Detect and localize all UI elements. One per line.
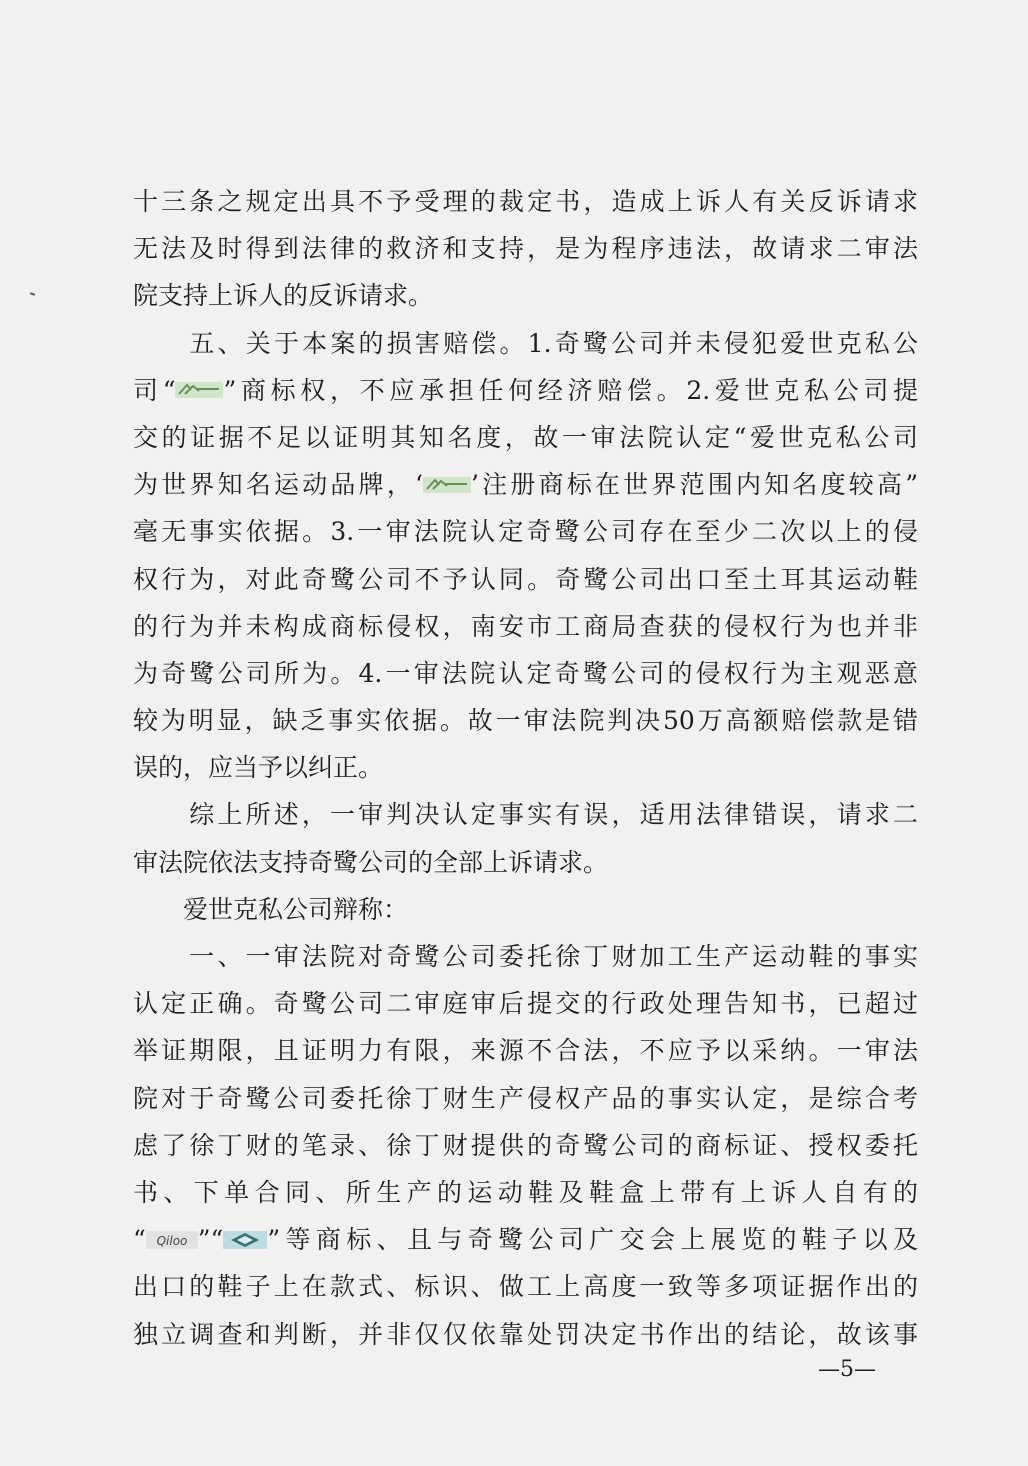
- text-line: 独立调查和判断，并非仅仅依靠处罚决定书作出的结论，故该事: [133, 1319, 918, 1349]
- text-line: 权行为，对此奇鹭公司不予认同。奇鹭公司出口至土耳其运动鞋: [133, 564, 918, 594]
- text-line: 审法院依法支持奇鹭公司的全部上诉请求。: [133, 847, 609, 877]
- text-line: 书、下单合同、所生产的运动鞋及鞋盒上带有上诉人自有的: [133, 1177, 918, 1207]
- text-line: 误的，应当予以纠正。: [133, 753, 384, 783]
- text-fragment: “: [133, 1225, 146, 1255]
- text-line: 虑了徐丁财的笔录、徐丁财提供的奇鹭公司的商标证、授权委托: [133, 1130, 918, 1160]
- text-line: 综上所述，一审判决认定事实有误，适用法律错误，请求二: [133, 800, 918, 830]
- text-fragment: ”等商标、且与奇鹭公司广交会上展览的鞋子以及: [267, 1225, 918, 1255]
- text-line: 院支持上诉人的反诉请求。: [133, 281, 434, 311]
- text-fragment: ”商标权，不应承担任何经济赔偿。2.爱世克私公司提: [223, 375, 919, 405]
- stripe-logo-icon: [423, 474, 471, 496]
- qiloo-logo: [146, 1229, 198, 1251]
- page-number: —5—: [818, 1357, 876, 1382]
- body-text: [133, 178, 918, 1358]
- text-fragment: 为世界知名运动品牌，‘: [133, 470, 423, 500]
- stripe-logo-icon: [175, 379, 223, 401]
- text-line: 出口的鞋子上在款式、标识、做工上高度一致等多项证据作出的: [133, 1272, 918, 1302]
- text-line: 毫无事实依据。3.一审法院认定奇鹭公司存在至少二次以上的侵: [133, 517, 918, 547]
- text-fragment: 司“: [133, 375, 176, 405]
- text-line: 为奇鹭公司所为。4.一审法院认定奇鹭公司的侵权行为主观恶意: [133, 658, 918, 688]
- text-line: [133, 461, 918, 508]
- text-fragment: ”“: [197, 1225, 224, 1255]
- text-line: [133, 1216, 918, 1263]
- scan-speck: [30, 292, 35, 296]
- text-fragment: ’注册商标在世界范围内知名度较高”: [471, 470, 918, 500]
- text-line: [133, 367, 918, 414]
- text-line: 一、一审法院对奇鹭公司委托徐丁财加工生产运动鞋的事实: [133, 942, 918, 971]
- text-line: 较为明显，缺乏事实依据。故一审法院判决50万高额赔偿款是错: [133, 706, 918, 736]
- text-line: 五、关于本案的损害赔偿。1.奇鹭公司并未侵犯爱世克私公: [133, 328, 918, 358]
- text-line: 交的证据不足以证明其知名度，故一审法院认定“爱世克私公司: [133, 422, 918, 452]
- text-line: 无法及时得到法律的救济和支持，是为程序违法，故请求二审法: [133, 234, 918, 264]
- text-line: 院对于奇鹭公司委托徐丁财生产侵权产品的事实认定，是综合考: [133, 1083, 918, 1113]
- text-line: 认定正确。奇鹭公司二审庭审后提交的行政处理告知书，已超过: [133, 989, 918, 1019]
- text-line: 举证期限，且证明力有限，来源不合法，不应予以采纳。一审法: [133, 1036, 918, 1066]
- text-line: 爱世克私公司辩称：: [133, 894, 409, 924]
- diamond-logo-icon: [223, 1229, 267, 1251]
- text-line: 十三条之规定出具不予受理的裁定书，造成上诉人有关反诉请求: [133, 187, 918, 216]
- text-line: 的行为并未构成商标侵权，南安市工商局查获的侵权行为也并非: [133, 611, 918, 641]
- qiloo-logo-text: Qiloo: [156, 1233, 188, 1248]
